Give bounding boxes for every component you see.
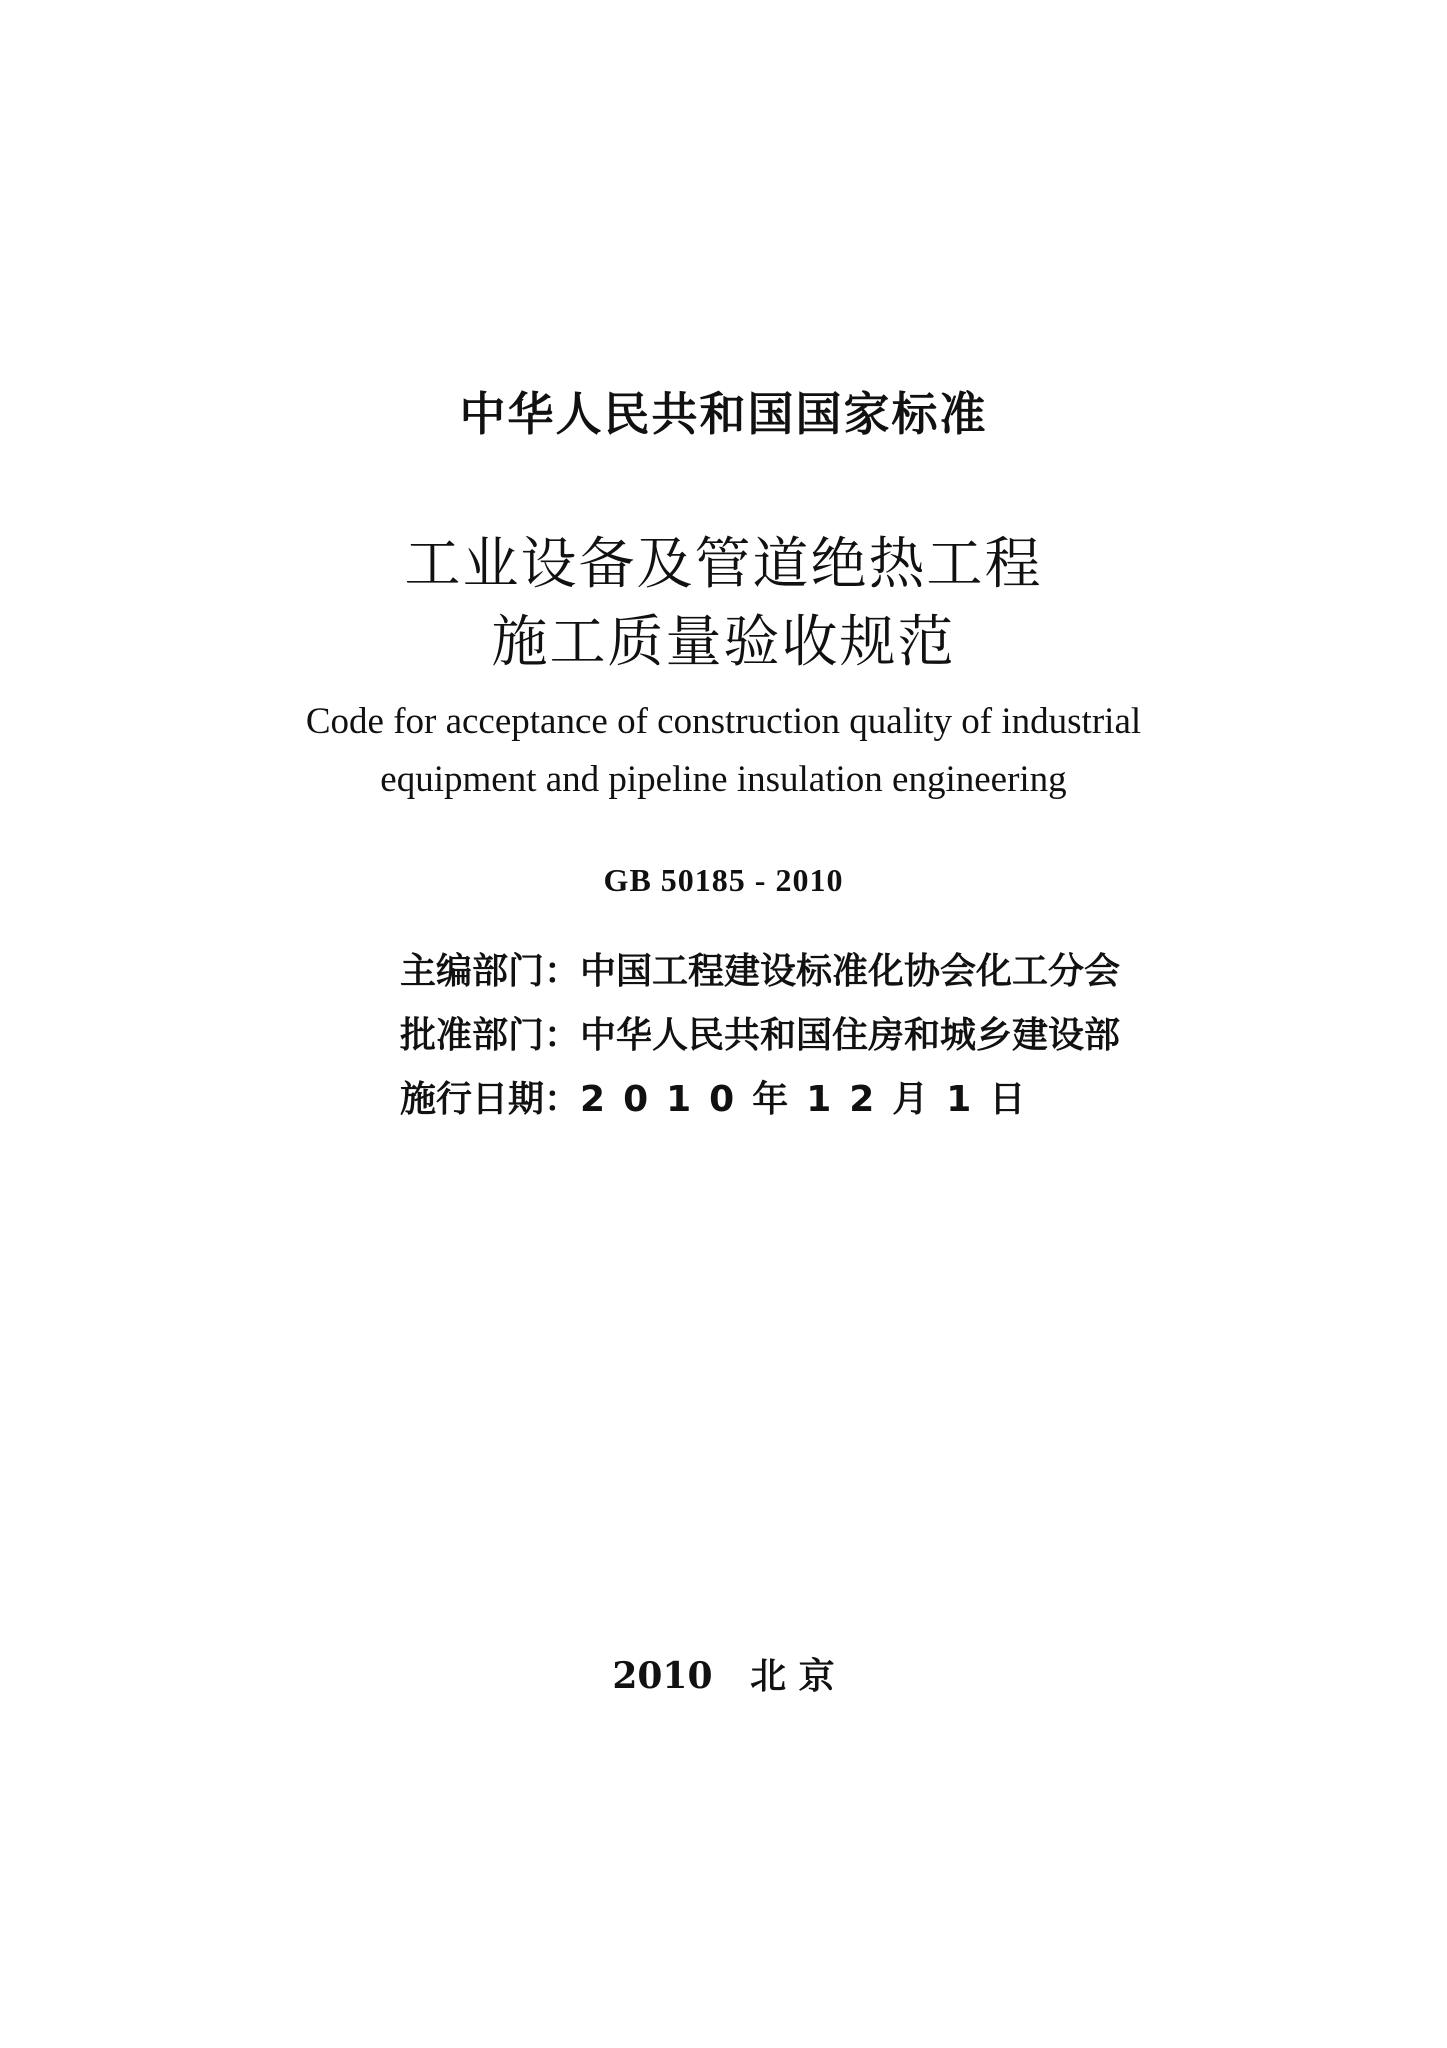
publication-info — [400, 940, 1200, 1132]
editor-label: 主编部门： — [400, 951, 581, 992]
effective-date-row — [400, 1068, 1200, 1132]
approver-value: 中华人民共和国住房和城乡建设部 — [580, 1015, 1121, 1056]
english-title-line-2: equipment and pipeline insulation engineering — [380, 759, 1067, 800]
standard-code: GB 50185 - 2010 — [603, 862, 844, 898]
effective-date-value: 2010年12月1日 — [580, 1079, 1044, 1120]
effective-date-label: 施行日期： — [400, 1079, 581, 1120]
english-title-line-1: Code for acceptance of construction quality of industrial — [305, 701, 1142, 742]
approver-row — [400, 1004, 1200, 1068]
editor-value: 中国工程建设标准化协会化工分会 — [580, 951, 1121, 992]
title-line-1: 工业设备及管道绝热工程 — [404, 532, 1043, 597]
imprint-year: 2010 — [612, 1655, 713, 1697]
standard-category: 中华人民共和国国家标准 — [459, 387, 988, 441]
title-line-2: 施工质量验收规范 — [491, 610, 956, 675]
imprint-city: 北 京 — [750, 1655, 835, 1697]
approver-label: 批准部门： — [400, 1015, 581, 1056]
editor-row — [400, 940, 1200, 1004]
imprint — [0, 1648, 1447, 1699]
